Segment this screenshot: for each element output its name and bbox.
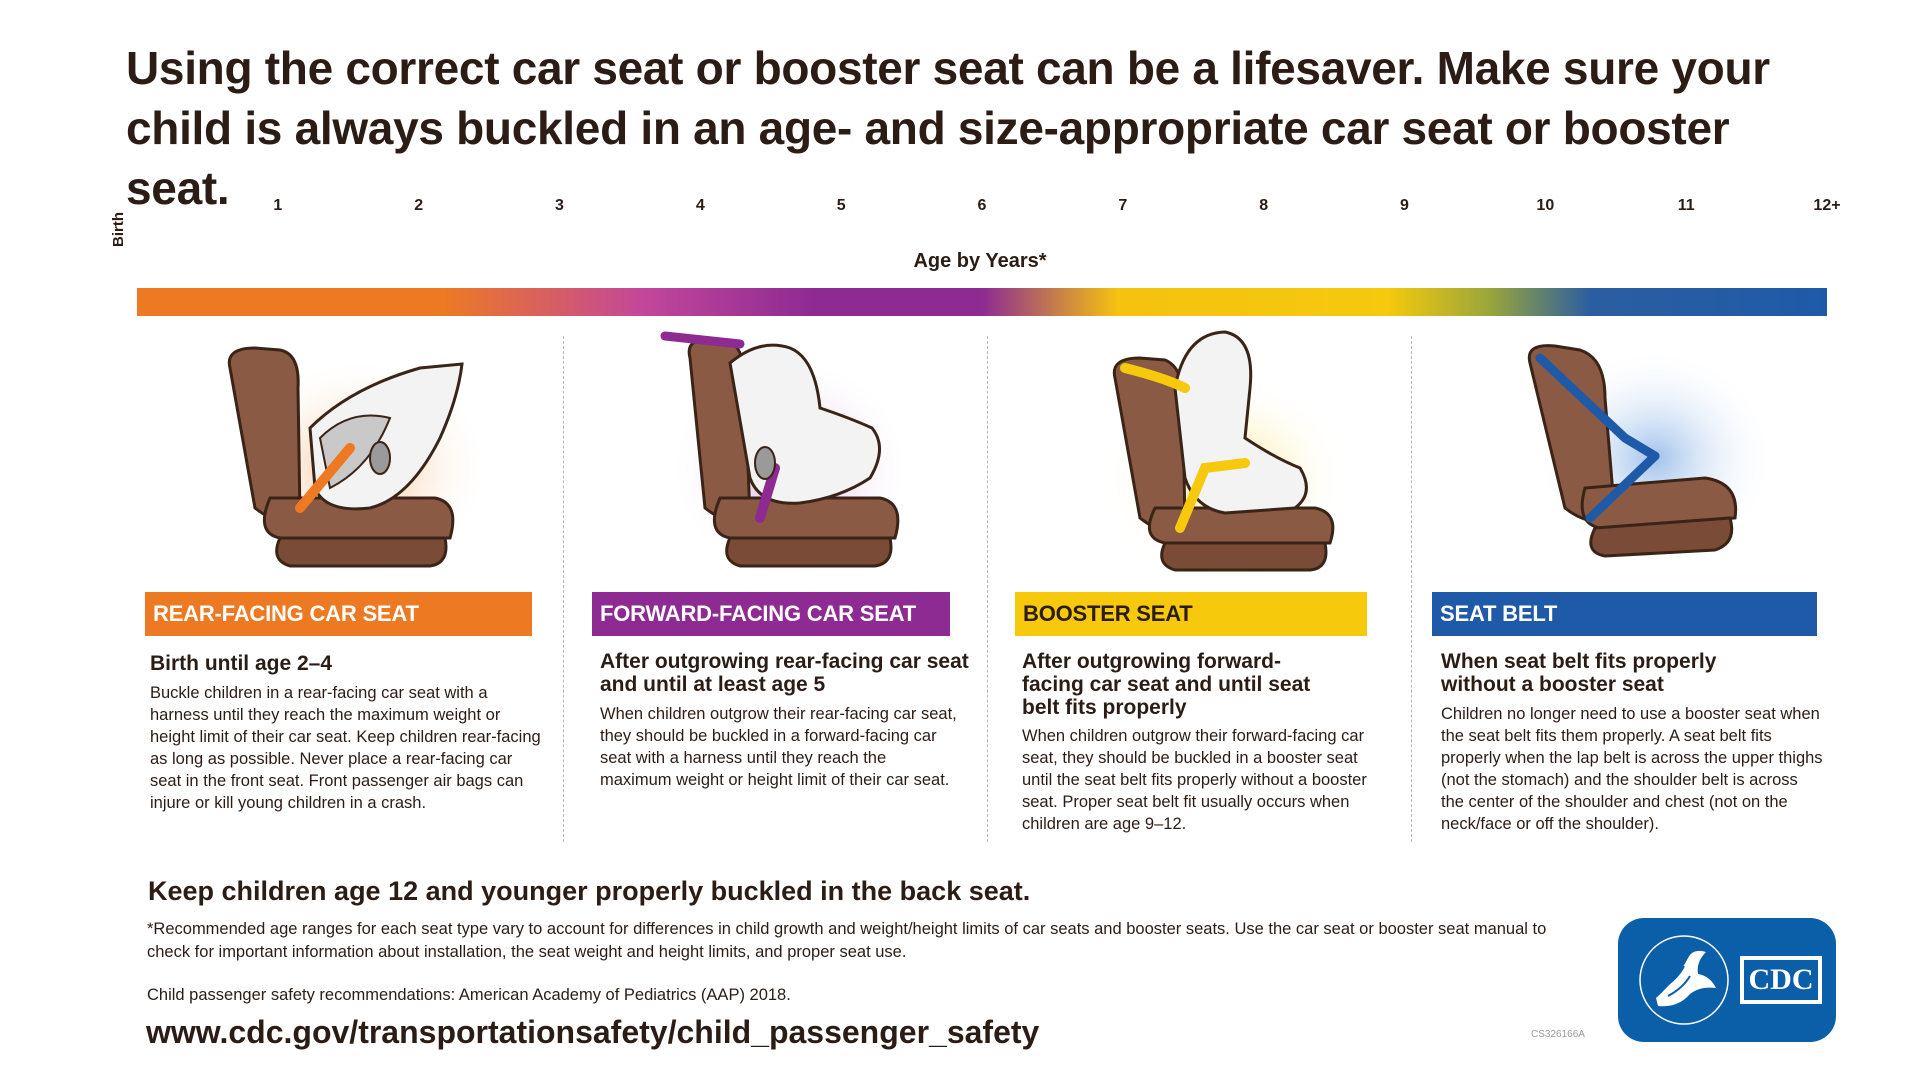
recommendation-source: Child passenger safety recommendations: American Academy of Pediatrics (AAP) 2018.: [147, 986, 791, 1004]
column-subtitle-forward-facing: After outgrowing rear-facing car seat and until at least age 5: [600, 650, 969, 696]
age-gradient-bar: [137, 288, 1827, 316]
axis-tick-label: 7: [1118, 197, 1128, 214]
rear-facing-car-seat-icon: [200, 328, 500, 580]
column-divider: [563, 336, 564, 842]
seat-belt-icon: [1505, 328, 1805, 580]
column-subtitle-seat-belt: When seat belt fits properly without a booster seat: [1441, 650, 1717, 696]
column-subtitle-booster: After outgrowing forward-facing car seat and until seat belt fits properly: [1022, 650, 1311, 719]
column-title-rear-facing: REAR-FACING CAR SEAT: [145, 592, 532, 636]
column-divider: [987, 336, 988, 842]
axis-tick-label: 5: [836, 197, 846, 214]
column-title-booster: BOOSTER SEAT: [1015, 592, 1367, 636]
column-subtitle-rear-facing: Birth until age 2–4: [150, 652, 333, 675]
document-code: CS326166A: [1531, 1029, 1585, 1040]
axis-tick-label: 8: [1259, 197, 1269, 214]
cdc-logo: [1618, 918, 1836, 1042]
axis-tick-label: 12+: [1813, 197, 1841, 214]
age-range-footnote: *Recommended age ranges for each seat type vary to account for differences in child growth and weight/height limits of car seats and booster seats. Use the car seat or booster seat manual to check for important information about installation, the seat weight and height limits, and proper seat use.: [147, 920, 1547, 961]
axis-title: Age by Years*: [913, 250, 1047, 272]
cdc-url-link[interactable]: www.cdc.gov/transportationsafety/child_passenger_safety: [146, 1014, 1040, 1050]
forward-facing-car-seat-icon: [650, 328, 950, 580]
column-title-forward-facing: FORWARD-FACING CAR SEAT: [592, 592, 950, 636]
axis-tick-label: 3: [555, 197, 564, 214]
booster-seat-icon: [1085, 328, 1385, 580]
cdc-wordmark: CDC: [1748, 963, 1814, 996]
axis-tick-label: 1: [273, 197, 283, 214]
column-body-booster: When children outgrow their forward-facing car seat, they should be buckled in a booster seat until the seat belt fits properly without a booster seat. Proper seat belt fit usually occurs when children are age 9–12.: [1022, 727, 1367, 833]
column-body-seat-belt: Children no longer need to use a booster seat when the seat belt fits them properly. A seat belt fits properly when the lap belt is across the upper thighs (not the stomach) and the shoulder belt is across the center of the shoulder and chest (not on the neck/face or off the shoulder).: [1441, 705, 1823, 833]
axis-tick-label: 9: [1400, 197, 1409, 214]
column-divider: [1411, 336, 1412, 842]
axis-birth-label: Birth: [110, 212, 127, 247]
column-body-forward-facing: When children outgrow their rear-facing car seat, they should be buckled in a forward-facing car seat with a harness until they reach the maximum weight or height limit of their car seat.: [600, 705, 957, 789]
axis-tick-label: 10: [1536, 197, 1555, 214]
axis-tick-label: 11: [1677, 197, 1695, 214]
axis-tick-label: 6: [977, 197, 987, 214]
back-seat-reminder: Keep children age 12 and younger properly buckled in the back seat.: [148, 876, 1031, 906]
axis-tick-label: 2: [414, 197, 424, 214]
axis-tick-label: 4: [695, 197, 705, 214]
page-headline: Using the correct car seat or booster seat can be a lifesaver. Make sure your child is always buckled in an age- and size-appropriate car seat or booster seat.: [126, 42, 1770, 214]
column-title-seat-belt: SEAT BELT: [1432, 592, 1817, 636]
column-body-rear-facing: Buckle children in a rear-facing car seat with a harness until they reach the maximum weight or height limit of their car seat. Keep children rear-facing as long as possible. Never place a rear-facing car seat in the front seat. Front passenger air bags can injure or kill young children in a crash.: [150, 684, 541, 812]
